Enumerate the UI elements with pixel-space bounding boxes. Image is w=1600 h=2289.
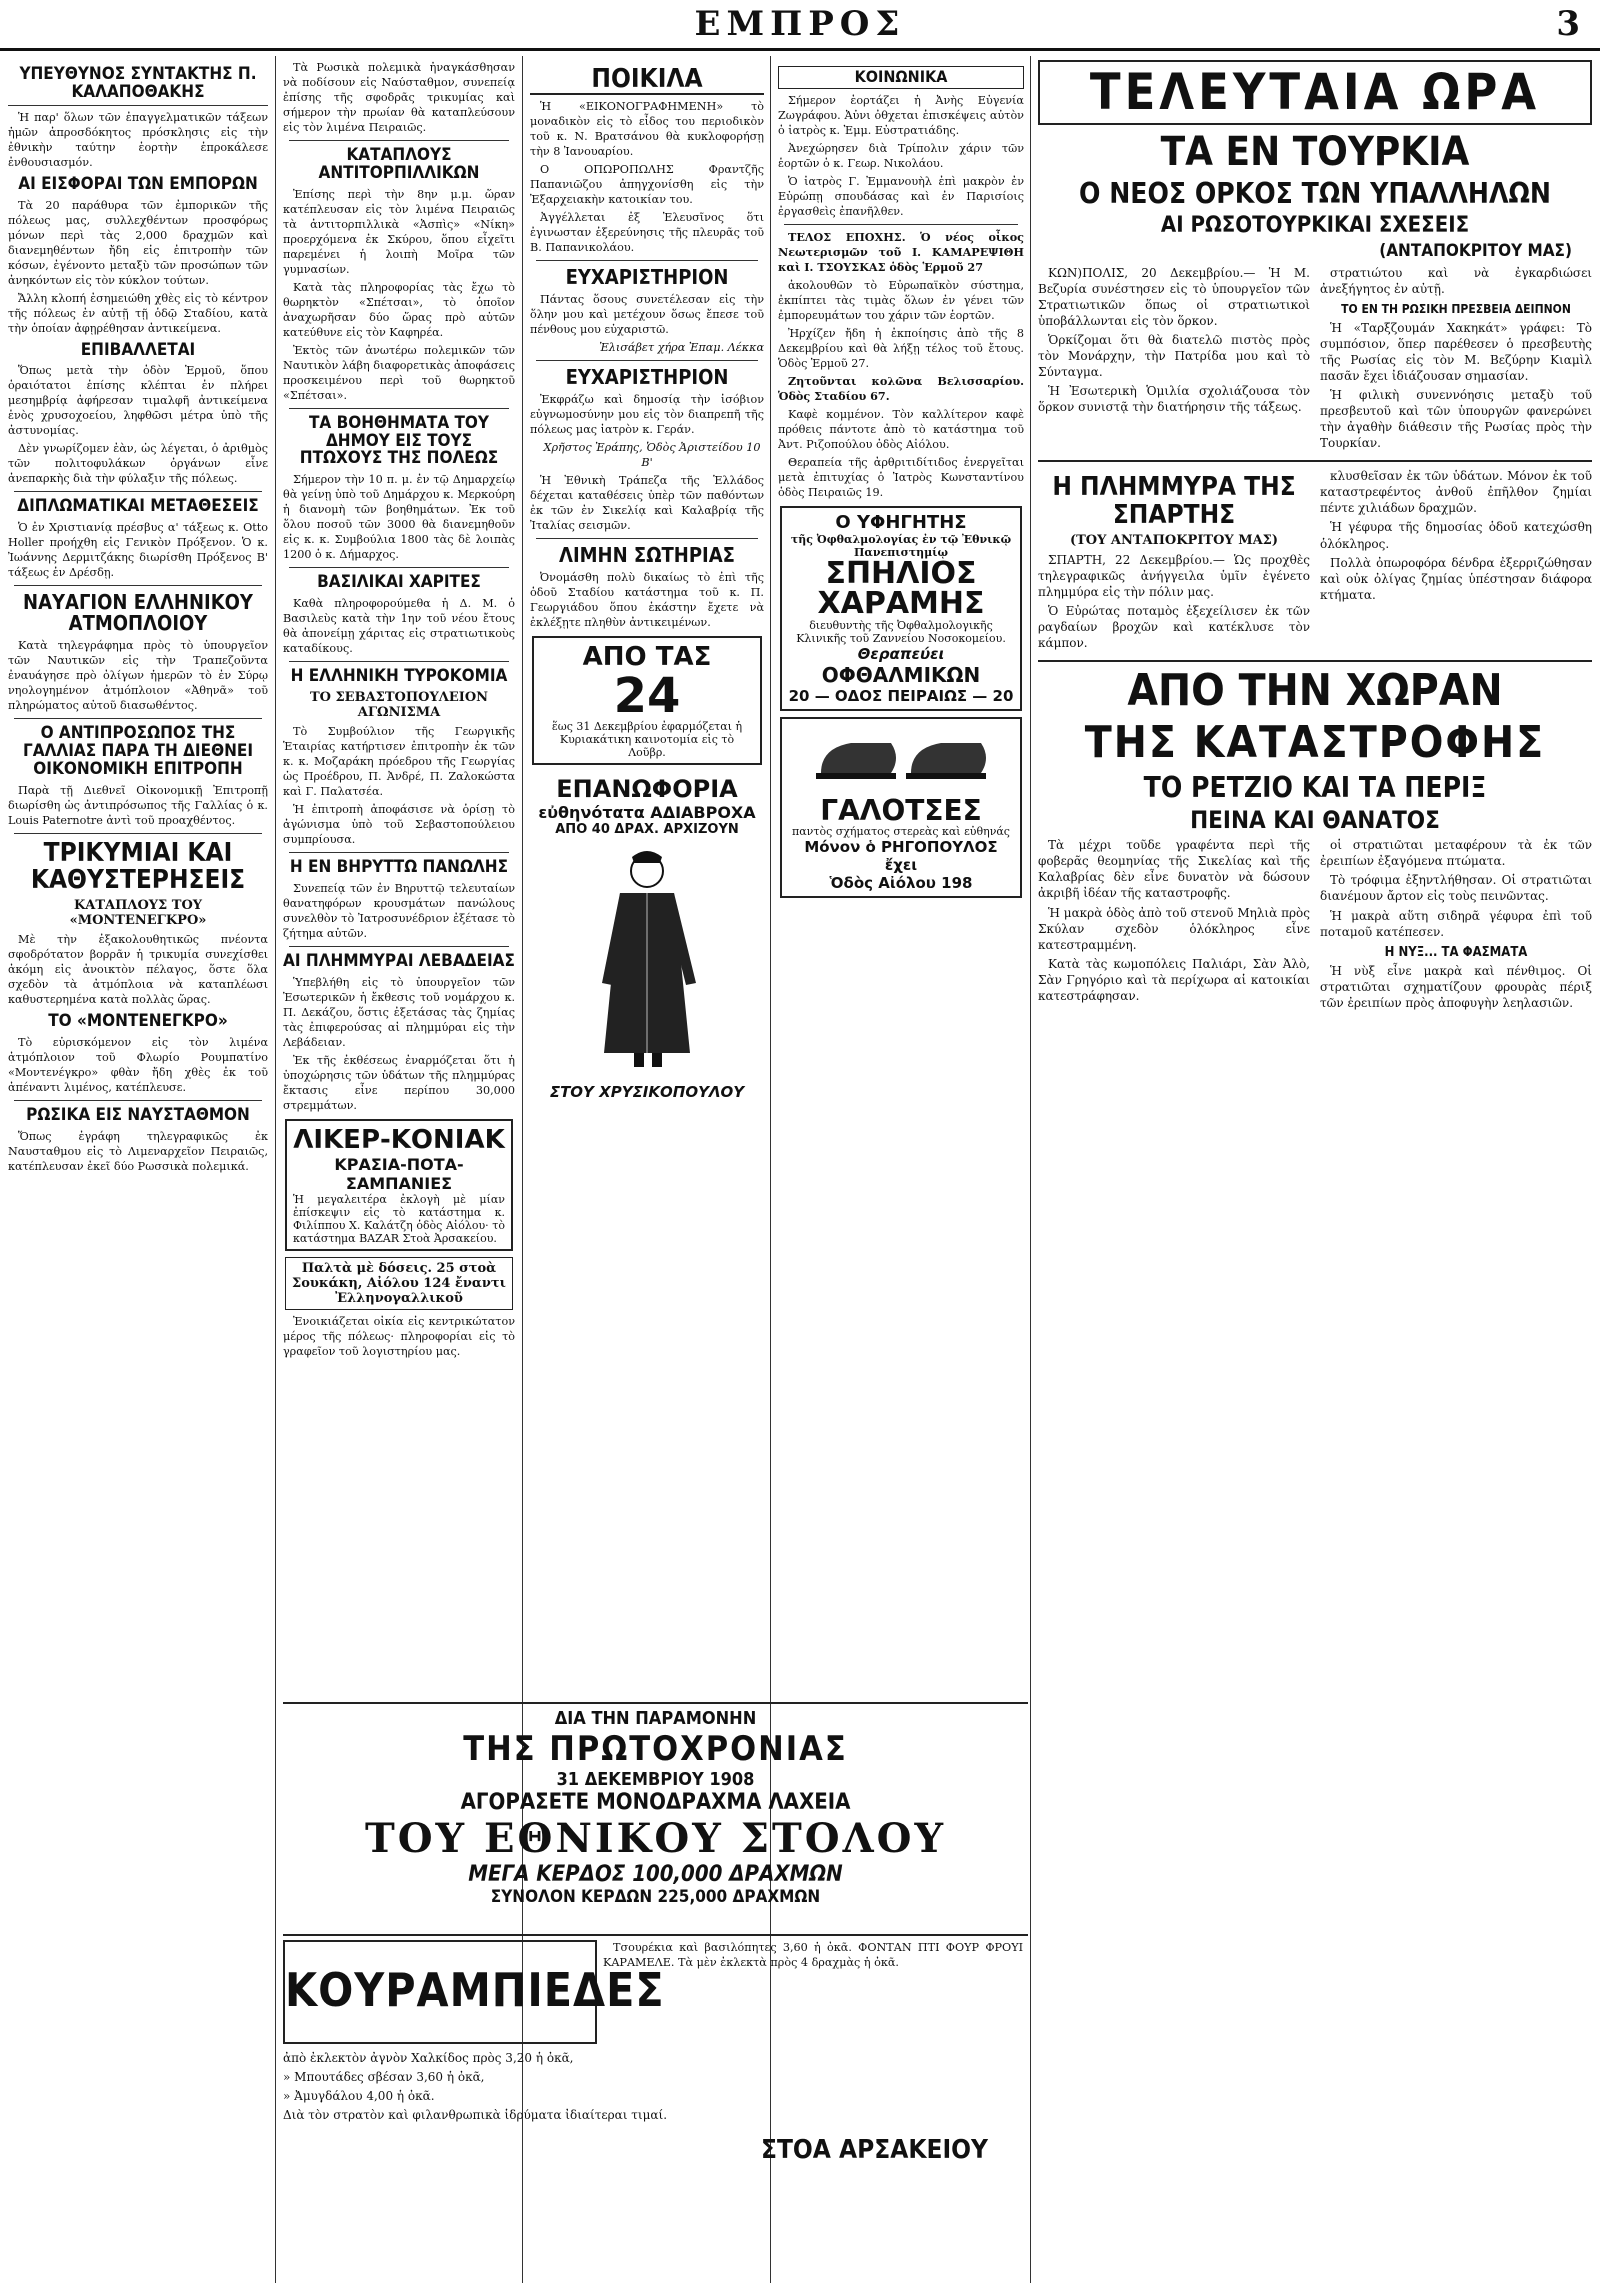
- ad-subtitle: εὐθηνότατα ΑΔΙΑΒΡΟΧΑ: [538, 803, 756, 823]
- divider: [14, 833, 262, 834]
- article-text: ΚΩΝ)ΠΟΛΙΣ, 20 Δεκεμβρίου.— Ἡ Μ. Βεζυρία συνέστησεν εἰς τὸ ὑπουργεῖον τῶν Στρατιωτικῶν ὅπως οἱ στρατιωτικοὶ ὑποβάλλωνται εἰς τὸν ὅρκον.: [1038, 265, 1310, 329]
- ad-overcoats: [532, 771, 762, 1105]
- ad-price-list: [283, 2050, 1028, 2126]
- subcolumn: [1038, 265, 1310, 454]
- section-title: ΤΕΛΕΥΤΑΙΑ ΩΡΑ: [1038, 60, 1592, 125]
- article-text: στρατιώτου καὶ νὰ ἐγκαρδιώσει ἀνεξήγητος ἐν αὐτῇ.: [1320, 265, 1592, 296]
- headline: ΤΗΣ ΚΑΤΑΣΤΡΟΦΗΣ: [1084, 717, 1546, 769]
- article-text: Ἡ παρ' ὅλων τῶν ἐπαγγελματικῶν τάξεων ἡμῶν ἀπροσδόκητος πρόσκλησις εἰς τὴν ἐθνικὴν ταύτην ἑορτὴν ἐπροκάλεσε ἐνθουσιασμόν.: [8, 110, 268, 169]
- ad-store: ΣΤΟΑ ΑΡΣΑΚΕΙΟΥ: [760, 2135, 988, 2165]
- article-text: Κατὰ τὰς κωμοπόλεις Παλιάρι, Σὰν Ἀλὸ, Σὰν Γρηγόριο καὶ τὰ περίχωρα αἱ κατοικίαι κατεστράφησαν.: [1038, 956, 1310, 1003]
- masthead-title: ΕΜΠΡΟΣ: [694, 4, 906, 44]
- headline: ΠΕΙΝΑ ΚΑΙ ΘΑΝΑΤΟΣ: [1190, 806, 1440, 835]
- article-text: Τὸ εὐρισκόμενον εἰς τὸν λιμένα ἀτμόπλοιον τοῦ Φλωρίο Ρουμπατίνο «Μοντενέγκρο» φθὰν ἤδη χθὲς ἐκ τοῦ ἀπέναντι λιμένος, κατέπλευσε.: [8, 1036, 268, 1095]
- ad-text: διευθυντὴς τῆς Ὀφθαλμολογικῆς Κλινικῆς τοῦ Ζαννείου Νοσοκομείου.: [796, 618, 1006, 645]
- article-text: Κατὰ τὰς πληροφορίας τὰς ἔχω τὸ θωρηκτὸν «Σπέτσαι», τὸ ὁποῖον ἀναχωρῆσαν δύο ὥρας πρὸ αὐτῶν κατεύθυνε εἰς τὸν Καφηρέα.: [283, 280, 515, 339]
- article-text: Ὁρκίζομαι ὅτι θὰ διατελῶ πιστὸς πρὸς τὸν Μονάρχην, τὴν Πατρίδα μου καὶ τὸ Σύνταγμα.: [1038, 333, 1310, 380]
- subheadline: (ΤΟΥ ΑΝΤΑΠΟΚΡΙΤΟΥ ΜΑΣ): [1069, 532, 1279, 548]
- article-text: Ὑπεβλήθη εἰς τὸ ὑπουργεῖον τῶν Ἐσωτερικῶν ἡ ἔκθεσις τοῦ νομάρχου κ. Π. Δεκάζου, ὅστις ἐξετάσας τὰς ζημίας τὰς ἐπιφερούσας αἱ πλημμύραι εἰς τὴν Λεβάδειαν.: [283, 975, 515, 1049]
- article-text: Ἐκ τῆς ἐκθέσεως ἐναρμόζεται ὅτι ἡ ὑποχώρησις τῶν ὑδάτων τῆς πλημμύρας ἔκτασις εἶνε περίπου 30,000 στρεμμάτων.: [283, 1053, 515, 1112]
- article-text: Ἡ μακρὰ αὕτη σιδηρᾶ γέφυρα ἐπὶ τοῦ ποταμοῦ κατέπεσεν.: [1320, 908, 1592, 939]
- ad-prize-total: ΣΥΝΟΛΟΝ ΚΕΡΔΩΝ 225,000 ΔΡΑΧΜΩΝ: [490, 1887, 821, 1907]
- galoshes-illustration: [801, 723, 1001, 793]
- divider: [289, 852, 509, 853]
- price-line: Διὰ τὸν στρατὸν καὶ φιλανθρωπικὰ ἱδρύματα ἰδιαίτεραι τιμαί.: [283, 2108, 668, 2123]
- article-text: Τὸ τρόφιμα ἐξηντλήθησαν. Οἱ στρατιῶται διανέμουν ἄρτον εἰς τοὺς πεινῶντας.: [1320, 873, 1592, 904]
- article-text: Ἡ μακρὰ ὁδὸς ἀπὸ τοῦ στενοῦ Μηλιὰ πρὸς Σκύλαν σχεδὸν ὁλόκληρος εἶνε κατεστραμμένη.: [1038, 905, 1310, 952]
- divider: [289, 140, 509, 141]
- headline: ΒΑΣΙΛΙΚΑΙ ΧΑΡΙΤΕΣ: [317, 572, 481, 593]
- ad-date: 31 ΔΕΚΕΜΒΡΙΟΥ 1908: [556, 1769, 755, 1790]
- page-number: 3: [1556, 4, 1580, 44]
- correspondent-line: (ΑΝΤΑΠΟΚΡΙΤΟΥ ΜΑΣ): [1379, 240, 1572, 261]
- headline: ΕΥΧΑΡΙΣΤΗΡΙΟΝ: [565, 365, 729, 390]
- ad-subtitle: ΚΡΑΣΙΑ-ΠΟΤΑ-ΣΑΜΠΑΝΙΕΣ: [334, 1154, 464, 1193]
- article-text: Παρὰ τῇ Διεθνεῖ Οἰκονομικῇ Ἐπιτροπῇ διωρίσθη ὡς ἀντιπρόσωπος τῆς Γαλλίας ὁ κ. Louis Paternotre ἀντὶ τοῦ προαχθέντος.: [8, 783, 268, 827]
- article-text: Κατὰ τηλεγράφημα πρὸς τὸ ὑπουργεῖον τῶν Ναυτικῶν εἰς τὴν Τραπεζοῦντα ἐναυάγησε πρὸ ὀλίγων ἡμερῶν τὸ ἐν Σύρῳ νηολογημένον ἀτμόπλοιον «Ἀθηνᾶ» τοῦ πληρώματος αὐτοῦ διασωθέντος.: [8, 639, 268, 713]
- two-col-block: [1038, 468, 1592, 654]
- ad-text: ΟΦΘΑΛΜΙΚΩΝ: [821, 662, 981, 687]
- section-title: ΚΟΙΝΩΝΙΚΑ: [778, 66, 1024, 89]
- headline: Η ΕΛΛΗΝΙΚΗ ΤΥΡΟΚΟΜΙΑ: [290, 666, 508, 687]
- headline: Ο ΑΝΤΙΠΡΟΣΩΠΟΣ ΤΗΣ ΓΑΛΛΙΑΣ ΠΑΡΑ ΤΗ ΔΙΕΘΝΕΙ ΟΙΚΟΝΟΜΙΚΗ ΕΠΙΤΡΟΠΗ: [22, 723, 253, 779]
- article-text: Ἐνοικιάζεται οἰκία εἰς κεντρικώτατον μέρος τῆς πόλεως· πληροφορίαι εἰς τὸ γραφεῖον τοῦ λογιστηρίου μας.: [283, 1314, 515, 1358]
- column-1: [8, 60, 268, 2283]
- two-col-block: [1038, 265, 1592, 454]
- ad-name: ΣΠΗΛΙΟΣ: [825, 555, 977, 591]
- headline: Η ΝΥΞ... ΤΑ ΦΑΣΜΑΤΑ: [1384, 944, 1528, 960]
- ad-subtitle: τῆς Ὀφθαλμολογίας ἐν τῷ Ἐθνικῷ Πανεπιστημίῳ: [790, 532, 1012, 559]
- divider: [784, 224, 1018, 225]
- price-line: » Μπουτάδες σβέσαν 3,60 ἡ ὀκᾶ,: [283, 2070, 485, 2085]
- article-text: ἀκολουθῶν τὸ Εὐρωπαϊκὸν σύστημα, ἐκπίπτει τὰς τιμὰς ὅλων ἐν γένει τῶν ἐμπορευμάτων του χάριν τῶν ἑορτῶν.: [778, 278, 1024, 322]
- article-text: Ἡ γέφυρα τῆς δημοσίας ὁδοῦ κατεχώσθη ὁλόκληρος.: [1320, 520, 1592, 551]
- subheadline: ΤΟ ΣΕΒΑΣΤΟΠΟΥΛΕΙΟΝ ΑΓΩΝΙΣΜΑ: [309, 689, 489, 720]
- ad-title: ΕΠΑΝΩΦΟΡΙΑ: [556, 775, 738, 804]
- ad-number: 24: [613, 668, 681, 725]
- headline: ΡΩΣΙΚΑ ΕΙΣ ΝΑΥΣΤΑΘΜΟΝ: [26, 1105, 250, 1126]
- article-text: Ἐπίσης περὶ τὴν 8ην μ.μ. ὥραν κατέπλευσαν εἰς τὸν λιμένα Πειραιῶς τὰ ἀντιτορπιλλικὰ «Ἀσπὶς» «Νίκη» προερχόμενα ἐκ Σκύρου, ὅπου εἶχεῖτι παρεμένει ἡ λοιπὴ Μοῖρα τῶν γυμνασίων.: [283, 187, 515, 276]
- article-text: Πολλὰ ὀπωροφόρα δένδρα ἐξερριζώθησαν καὶ οὐκ ὀλίγας ζημίας ὑπέστησαν διάφορα κτήματα.: [1320, 555, 1592, 602]
- ad-coats: [285, 1257, 513, 1310]
- divider: [289, 661, 509, 662]
- headline: ΝΑΥΑΓΙΟΝ ΕΛΛΗΝΙΚΟΥ ΑΤΜΟΠΛΟΙΟΥ: [23, 590, 253, 636]
- article-text: Ὅπως ἐγράφη τηλεγραφικῶς ἐκ Ναυσταθμου εἰς τὸ Λιμεναρχεῖον Πειραιῶς, κατέπλευσαν ἐκεῖ δύο Ρωσσικὰ πολεμικά.: [8, 1130, 268, 1174]
- section-title: ΠΟΙΚΙΛΑ: [530, 66, 764, 95]
- ad-store: ΣΤΟΥ ΧΡΥΣΙΚΟΠΟΥΛΟΥ: [549, 1083, 745, 1102]
- ad-title: Ο ΥΦΗΓΗΤΗΣ: [835, 511, 967, 533]
- ad-text-block: [603, 1940, 1023, 1973]
- headline: ΛΙΜΗΝ ΣΩΤΗΡΙΑΣ: [559, 543, 735, 568]
- ad-text: παντὸς σχήματος στερεὰς καὶ εὐθηνάς: [792, 824, 1010, 838]
- article-text: Ἡ νὺξ εἶνε μακρὰ καὶ πένθιμος. Οἱ στρατιῶται σχηματίζουν φρουρὰς πέριξ τῶν ἐρειπίων πρὸς ἀποφυγὴν λεηλασιῶν.: [1320, 964, 1592, 1011]
- man-in-coat-illustration: [572, 843, 722, 1073]
- divider: [536, 538, 758, 539]
- headline: ΤΡΙΚΥΜΙΑΙ ΚΑΙ ΚΑΘΥΣΤΕΡΗΣΕΙΣ: [30, 837, 246, 896]
- article-text: Συνεπείᾳ τῶν ἐν Βηρυττῷ τελευταίων θανατηφόρων κρουσμάτων πανώλους συνελθὸν τὸ Ἰατροσυνέδριον ἐξέτασε τὸ ζήτημα αὐτῶν.: [283, 881, 515, 940]
- ad-address: 20 — ΟΔΟΣ ΠΕΙΡΑΙΩΣ — 20: [788, 686, 1014, 705]
- article-text: Ζητοῦνται κολῶνα Βελισσαρίου. Ὁδὸς Σταδίου 67.: [778, 373, 1024, 403]
- ad-price: ΑΠΟ 40 ΔΡΑΧ. ΑΡΧΙΖΟΥΝ: [555, 822, 739, 838]
- article-text: Ὁ Εὐρώτας ποταμὸς ἐξεχείλισεν ἐκ τῶν ραγδαίων βροχῶν καὶ κατέκλυσε τὸν κάμπον.: [1038, 604, 1310, 651]
- article-text: οἱ στρατιῶται μεταφέρουν τὰ ἐκ τῶν ἐρειπίων ἐξαγόμενα πτώματα.: [1320, 838, 1592, 869]
- article-text: Ἠρχίζεν ἤδη ἡ ἐκποίησις ἀπὸ τῆς 8 Δεκεμβρίου καὶ θὰ λήξῃ τέλος τοῦ ἔτους. Ὁδὸς Ἑρμοῦ 27.: [778, 326, 1024, 370]
- column-rule: [275, 56, 276, 2283]
- headline: ΕΠΙΒΑΛΛΕΤΑΙ: [80, 339, 196, 360]
- headline: ΑΙ ΕΙΣΦΟΡΑΙ ΤΩΝ ΕΜΠΟΡΩΝ: [18, 173, 258, 194]
- ad-text: ΑΓΟΡΑΣΕΤΕ ΜΟΝΟΔΡΑΧΜΑ ΛΑΧΕΙΑ: [460, 1790, 851, 1815]
- article-text: Ἀνεχώρησεν διὰ Τρίπολιν χάριν τῶν ἑορτῶν ὁ κ. Γεωρ. Νικολάου.: [778, 141, 1024, 170]
- ad-title: Παλτὰ μὲ δόσεις. 25 στοὰ Σουκάκη, Αἰόλου 124 ἔναντι Ἐλληνογαλλικοῦ: [292, 1260, 506, 1306]
- article-text: Ἐκτὸς τῶν ἀνωτέρω πολεμικῶν τῶν Ναυτικὸν λάβη διαφορετικὰς ἀποφάσεις προσκειμένου περὶ τοῦ θωρηκτοῦ «Σπέτσαι».: [283, 343, 515, 402]
- article-text: ΤΕΛΟΣ ΕΠΟΧΗΣ. Ὁ νέος οἶκος Νεωτερισμῶν τοῦ Ι. ΚΑΜΑΡΕΨΙΘΗ καὶ Ι. ΤΣΟΥΣΚΑΣ ὁδὸς Ἑρμοῦ 27: [778, 229, 1024, 274]
- divider: [536, 360, 758, 361]
- divider: [1038, 460, 1592, 462]
- article-text: Ἡ «ΕΙΚΟΝΟΓΡΑΦΗΜΕΝΗ» τὸ μοναδικὸν εἰς τὸ εἶδος του περιοδικὸν τοῦ κ. Ν. Βρατσάνου θὰ κυκλοφορήσῃ τὴν 8 Ἰανουαρίου.: [530, 100, 764, 159]
- headline: Ο ΝΕΟΣ ΟΡΚΟΣ ΤΩΝ ΥΠΑΛΛΗΛΩΝ: [1079, 176, 1551, 210]
- headline: ΤΟ ΕΝ ΤΗ ΡΩΣΙΚΗ ΠΡΕΣΒΕΙΑ ΔΕΙΠΝΟΝ: [1341, 301, 1571, 316]
- divider: [14, 718, 262, 719]
- price-line: ἀπὸ ἐκλεκτὸν ἀγνὸν Χαλκίδος πρὸς 3,20 ἡ ὀκᾶ,: [283, 2051, 574, 2065]
- article-text: Ὁ ἰατρὸς Γ. Ἐμμανουὴλ ἐπὶ μακρὸν ἐν Εὐρώπῃ σπουδάσας καὶ ἐν Παρισίοις ἐργασθεὶς ἐπανῆλθεν.: [778, 174, 1024, 218]
- ad-liqueur: [285, 1119, 513, 1251]
- ad-text: ΔΙΑ ΤΗΝ ΠΑΡΑΜΟΝΗΝ: [554, 1708, 757, 1729]
- price-line: » Ἀμυγδάλου 4,00 ἡ ὀκᾶ.: [283, 2089, 435, 2104]
- ad-title: ΑΠΟ ΤΑΣ: [582, 642, 712, 673]
- subcolumn: [1038, 837, 1310, 1014]
- headline: Η ΠΛΗΜΜΥΡΑ ΤΗΣ ΣΠΑΡΤΗΣ: [1052, 472, 1296, 530]
- headline: ΑΙ ΠΛΗΜΜΥΡΑΙ ΛΕΒΑΔΕΙΑΣ: [283, 950, 515, 971]
- divider: [14, 491, 262, 492]
- article-text: Τὰ 20 παράθυρα τῶν ἐμπορικῶν τῆς πόλεως μας, συλλεχθέντων προσφόρως μόνων περὶ τὰς 2,000 δραχμῶν καὶ διανεμηθέντων ἤδη εἰς ἐπιτροπὴν τῶν κόσων, ἐγένοντο μεταξὺ τῶν προσώπων τῶν ἀνηκόντων εἰς τὸν κύκλον τούτων.: [8, 198, 268, 287]
- headline: ΚΑΤΑΠΛΟΥΣ ΑΝΤΙΤΟΡΠΙΛΛΙΚΩΝ: [318, 145, 480, 183]
- subheadline: ΚΑΤΑΠΛΟΥΣ ΤΟΥ «ΜΟΝΤΕΝΕΓΚΡΟ»: [69, 898, 207, 929]
- article-text: Ο ΟΠΩΡΟΠΩΛΗΣ Φραντζῆς Παπανιῶζου ἀπηγχονίσθη εἰς τὴν Ἐξαρχειακὴν κατοικίαν του.: [530, 163, 764, 207]
- article-text: Πάντας ὅσους συνετέλεσαν εἰς τὴν ὅλην μου καὶ μετέχουν ὅσως ἔπεσε τοῦ πένθους μου εὐχαριστῶ.: [530, 293, 764, 337]
- subcolumn: [1038, 468, 1310, 654]
- divider: [289, 567, 509, 568]
- article-text: Ὅπως μετὰ τὴν ὁδὸν Ἑρμοῦ, ὅπου ὁραιότατοι ἐπίσης κλέπται ἐν πλήρει μεσημβρίᾳ ἀφήρεσαν τιμαλφῆ ἀντικείμενα ἑνὸς χρυσοχοείου, ληφθῶσι μέτρα ὑπὸ τῆς ἀστυνομίας.: [8, 364, 268, 438]
- ad-text: Ἡ μεγαλειτέρα ἐκλογὴ μὲ μίαν ἐπίσκεψιν εἰς τὸ κατάστημα κ. Φιλίππου Χ. Καλάτζη ὁδὸς Αἰόλου· τὸ κατάστημα BAZAR Στοὰ Ἀρσακείου.: [293, 1192, 505, 1245]
- ad-prize: ΜΕΓΑ ΚΕΡΔΟΣ 100,000 ΔΡΑΧΜΩΝ: [468, 1862, 843, 1887]
- article-text: Ἡ Ἐθνικὴ Τράπεζα τῆς Ἑλλάδος δέχεται καταθέσεις ὑπὲρ τῶν παθόντων ἐκ τῶν ἐν Σικελίᾳ καὶ Καλαβρίᾳ τῆς Ἰταλίας σεισμῶν.: [530, 474, 764, 533]
- article-text: Ἡ ἐπιτροπὴ ἀποφάσισε νὰ ὁρίσῃ τὸ ἀγώνισμα ὑπὸ τοῦ Σεβαστοπούλειου συμπρίουσα.: [283, 802, 515, 846]
- ad-ophthalmologist: [780, 506, 1022, 711]
- article-text: Δὲν γνωρίζομεν ἐὰν, ὡς λέγεται, ὁ ἀριθμὸς τῶν πολιτοφυλάκων ὀργάνων εἶνε ἀνεπαρκὴς διὰ τὴν φύλαξιν τῆς πόλεως.: [8, 442, 268, 486]
- article-text: Τὰ Ρωσικὰ πολεμικὰ ἠναγκάσθησαν νὰ ποδίσουν εἰς Ναύσταθμον, συνεπείᾳ ἐπίσης τῆς σφοδρᾶς τρικυμίας καὶ σήμερον τὴν πρωίαν θὰ καταπλεύσουν εἰς τὸν λιμένα Πειραιῶς.: [283, 61, 515, 134]
- headline: Η ΕΝ ΒΗΡΥΤΤΩ ΠΑΝΩΛΗΣ: [289, 856, 509, 877]
- ad-title-box: [283, 1940, 665, 2044]
- two-col-block: [1038, 837, 1592, 1014]
- divider: [14, 1100, 262, 1101]
- ad-louvre: [532, 636, 762, 765]
- ad-title: ΓΑΛΟΤΣΕΣ: [820, 793, 982, 827]
- divider: [1038, 660, 1592, 662]
- ad-text: Θεραπεύει: [857, 644, 945, 663]
- headline: ΑΙ ΡΩΣΟΤΟΥΡΚΙΚΑΙ ΣΧΕΣΕΙΣ: [1160, 212, 1470, 238]
- ad-title: ΛΙΚΕΡ-ΚΟΝΙΑΚ: [293, 1124, 505, 1155]
- column-rule: [1030, 56, 1031, 2283]
- article-text: Ἐκφράζω καὶ δημοσίᾳ τὴν ἰσόβιον εὐγνωμοσύνην μου εἰς τὸν διαπρεπῆ τῆς πόλεως μας ἰατρὸν κ. Γεράν.: [530, 393, 764, 437]
- article-text: Ἡ Ἐσωτερικὴ Ὁμιλία σχολιάζουσα τὸν ὅρκον συνιστᾷ τὴν διατήρησιν τῆς τάξεως.: [1038, 384, 1310, 415]
- ad-title: ΤΟΥ ΕΘΝΙΚΟΥ ΣΤΟΛΟΥ: [364, 1815, 947, 1862]
- article-text: Τὰ μέχρι τοῦδε γραφέντα περὶ τῆς φοβερᾶς θεομηνίας τῆς Σικελίας καὶ τῆς Καλαβρίας δὲν εἶνε δυνατὸν νὰ δώσουν ἀκριβῆ ἰδέαν τῆς καταστροφῆς.: [1038, 838, 1310, 901]
- ad-galoshes: [780, 717, 1022, 898]
- headline: ΤΟ ΡΕΤΖΙΟ ΚΑΙ ΤΑ ΠΕΡΙΞ: [1143, 770, 1487, 804]
- ad-address: Ὁδὸς Αἰόλου 198: [829, 873, 973, 892]
- headline: ΤΟ «ΜΟΝΤΕΝΕΓΚΡΟ»: [48, 1011, 228, 1032]
- article-text: Ὀνομάσθη πολὺ δικαίως τὸ ἐπὶ τῆς ὁδοῦ Σταδίου κατάστημα τοῦ κ. Π. Γεωργιάδου ὅπου ἑκάστην ἔχετε νὰ ἐκλέξῃτε πληθὺν ἀντικειμένων.: [530, 571, 764, 630]
- divider: [536, 260, 758, 261]
- divider: [14, 585, 262, 586]
- article-text: Θεραπεία τῆς ἀρθριτιδίτιδος ἐνεργεῖται μετὰ ἐπιτυχίας ὁ Ἰατρὸς Κωνσταντίνου ὁδὸς Πειραιῶς 19.: [778, 455, 1024, 499]
- subcolumn: [1320, 468, 1592, 654]
- masthead: [0, 0, 1600, 51]
- ad-name: ΧΑΡΑΜΗΣ: [817, 585, 985, 621]
- ad-text: Μόνον ὁ ΡΗΓΟΠΟΥΛΟΣ ἔχει: [804, 837, 998, 874]
- ad-title: ΤΗΣ ΠΡΩΤΟΧΡΟΝΙΑΣ: [463, 1729, 848, 1769]
- headline: ΕΥΧΑΡΙΣΤΗΡΙΟΝ: [565, 265, 729, 290]
- divider: [289, 408, 509, 409]
- subcolumn: [1320, 837, 1592, 1014]
- headline: ΔΙΠΛΩΜΑΤΙΚΑΙ ΜΕΤΑΘΕΣΕΙΣ: [17, 496, 259, 517]
- signature: Ἐλισάβετ χήρα Ἐπαμ. Λέκκα: [599, 341, 764, 355]
- column-5: [1038, 60, 1592, 2283]
- ad-title: ΚΟΥΡΑΜΠΙΕΔΕΣ: [285, 1963, 665, 2017]
- article-text: Ὁ ἐν Χριστιανίᾳ πρέσβυς α' τάξεως κ. Otto Holler προήχθη εἰς Γενικὸν Πρόξενον. Ὁ κ. Ἰωάννης Δερμιτζάκης διωρίσθη Πρόξενος Β' τάξεως ἐν Δρέσδῃ.: [8, 521, 268, 580]
- headline: ΤΑ ΒΟΗΘΗΜΑΤΑ ΤΟΥ ΔΗΜΟΥ ΕΙΣ ΤΟΥΣ ΠΤΩΧΟΥΣ ΤΗΣ ΠΟΛΕΩΣ: [299, 412, 499, 469]
- article-text: κλυσθεῖσαν ἐκ τῶν ὑδάτων. Μόνον ἐκ τοῦ καταστρεφέντος ἀνθοῦ ἐπῆλθον ζημίαι πέντε χιλιάδων δραχμῶν.: [1320, 469, 1592, 516]
- article-text: Ἀγγέλλεται ἐξ Ἐλευσῖνος ὅτι ἐγινωσταν ἐξερεύνησις τῆς πλευρᾶς τοῦ Β. Παπανικολάου.: [530, 211, 764, 255]
- subcolumn: [1320, 265, 1592, 454]
- article-text: Ἡ φιλικὴ συνεννόησις μεταξὺ τοῦ πρεσβευτοῦ καὶ τῶν ὑπουργῶν φανερώνει τὴν ἀγαθὴν διάθεσιν τῆς Ρωσίας πρὸς τὴν Τουρκίαν.: [1320, 387, 1592, 451]
- article-text: Σήμερον ἑορτάζει ἡ Ἀνὴς Εὐγενία Ζωγράφου. Ἀὐνι ὀθχεται ἐπισκέψεις αὐτὸν ὁ ἰατρὸς κ. Ἐμμ. Εὐστρατιάδης.: [778, 93, 1024, 137]
- ad-lottery: [283, 1702, 1028, 1936]
- headline: ΑΠΟ ΤΗΝ ΧΩΡΑΝ: [1127, 665, 1503, 717]
- article-text: Τὸ Συμβούλιον τῆς Γεωργικῆς Ἑταιρίας κατήρτισεν ἐπιτροπὴν ἐκ τῶν κ. κ. Μοζαράκη πρόεδρου τῆς Γεωργίας ὡς Προέδρου, Π. Ἀνδρέ, Π. Ζαλοκώστα καὶ Γ. Παλατσέα.: [283, 724, 515, 798]
- article-text: Σήμερον τὴν 10 π. μ. ἐν τῷ Δημαρχείῳ θὰ γείνῃ ὑπὸ τοῦ Δημάρχου κ. Μερκούρη ἡ διανομὴ τῶν βοηθημάτων. Ἐκ τοῦ ὅλου ποσοῦ τῶν 3000 θὰ διανεμηθοῦν εἰς κ. κ. Συμβούλια 1800 τὰς δὲ λοιπὰς 1200 ὁ κ. Δήμαρχος.: [283, 473, 515, 562]
- article-text: ΣΠΑΡΤΗ, 22 Δεκεμβρίου.— Ὡς προχθὲς τηλεγραφικῶς ἀνήγγειλα ὑμῖν ἐγένετο πλημμύρα εἰς τὴν πόλιν μας.: [1038, 552, 1310, 599]
- ad-text: ἕως 31 Δεκεμβρίου ἐφαρμόζεται ἡ Κυριακάτικη καινοτομία εἰς τὸ Λοῦβρ.: [551, 720, 743, 760]
- ad-kourabiedes: [283, 1940, 1028, 2275]
- signature: Χρῆστος Ἐράπης, Ὁδὸς Ἀριστείδου 10 Β': [543, 441, 761, 470]
- article-text: Μὲ τὴν ἐξακολουθητικῶς πνέοντα σφοδρότατον βορρᾶν ἡ τρικυμία συνεχίσθει ἀκόμη εἰς ἀνοικτὸν πέλαγος, ὅστε ὅλα σχεδὸν τὰ ἀτμόπλοια νὰ καταπλέωσι καθυστερημένα κατὰ πολλὰς ὥρας.: [8, 933, 268, 1007]
- divider: [289, 946, 509, 947]
- ad-text: Τσουρέκια καὶ βασιλόπητες 3,60 ἡ ὀκᾶ. ΦΟΝΤΑΝ ΠΤΙ ΦΟΥΡ ΦΡΟΥΙ ΚΑΡΑΜΕΛΕ. Τὰ μὲν ἐκλεκτὰ πρὸς 4 δραχμὰς ἡ ὀκᾶ.: [603, 1941, 1023, 1969]
- article-text: Ἄλλη κλοπή ἐσημειώθη χθὲς εἰς τὸ κέντρον τῆς πόλεως ἐν αὐτῇ τῇ ὁδῷ Σταδίου, κατὰ τὴν ὁποίαν ἀφῃρέθησαν ἀντικείμενα.: [8, 291, 268, 335]
- article-text: Καφὲ κομμένον. Τὸν καλλίτερον καφὲ πρόθεις πάντοτε ἀπὸ τὸ κατάστημα τοῦ Ἀντ. Ριζοπούλου ὁδὸς Αἰόλου.: [778, 407, 1024, 451]
- article-text: Καθὰ πληροφορούμεθα ἡ Δ. Μ. ὁ Βασιλεὺς κατὰ τὴν 1ην τοῦ νέου ἔτους θὰ ἀπονείμῃ χάριτας εἰς στρατιωτικοὺς καταδίκους.: [283, 597, 515, 656]
- headline: ΤΑ ΕΝ ΤΟΥΡΚΙΑ: [1160, 128, 1470, 175]
- article-text: Ἡ «Ταρξζουμάν Χακηκάτ» γράφει: Τὸ συμπόσιον, ὅπερ παρέθεσεν ὁ πρεσβευτὴς τῆς Ρωσίας εἰς τὸν Μ. Βεζύρην Κιαμὶλ πασᾶν ἔχει ἰδιάζουσαν σημασίαν.: [1320, 320, 1592, 383]
- editor-line: ΥΠΕΥΘΥΝΟΣ ΣΥΝΤΑΚΤΗΣ Π. ΚΑΛΑΠΟΘΑΚΗΣ: [8, 66, 268, 106]
